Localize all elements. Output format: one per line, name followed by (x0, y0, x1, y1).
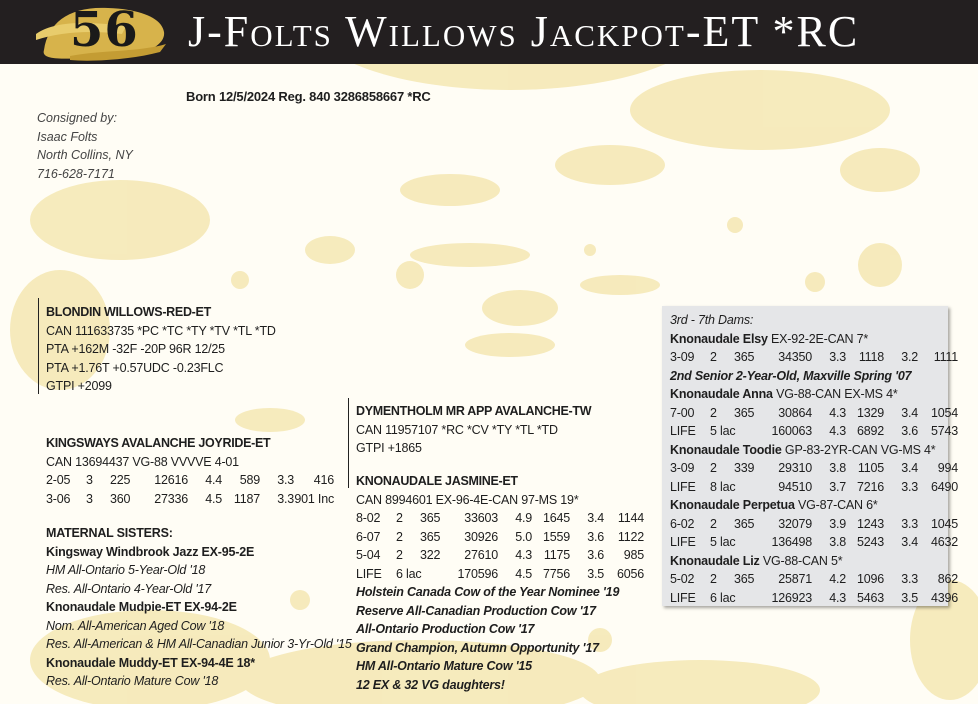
record-cell: 2 (710, 405, 717, 420)
dam-entry-heading (670, 552, 958, 571)
granddam-registration: CAN 8994601 EX-96-4E-CAN 97-MS 19* (356, 492, 579, 507)
record-cell: 4.5 (515, 566, 532, 581)
record-cell: 3.5 (901, 590, 918, 605)
record-cell: 416 (313, 473, 334, 487)
record-cell: 126923 (771, 590, 812, 605)
sister-note: Res. All-Ontario 4-Year-Old '17 (46, 581, 212, 596)
record-cell (414, 565, 448, 584)
record-cell: 2 (710, 461, 717, 475)
record-cell: 5 lac (710, 424, 736, 438)
production-record-row (670, 459, 958, 478)
record-cell: 7756 (542, 566, 570, 581)
record-cell: 3.2 (901, 350, 918, 364)
record-cell: 1054 (930, 405, 958, 420)
record-cell: 1175 (543, 548, 570, 562)
honor-line: All-Ontario Production Cow '17 (356, 622, 535, 636)
record-cell: 1144 (617, 511, 644, 525)
sister-note: HM All-Ontario 5-Year-Old '18 (46, 563, 206, 577)
dam-entry-classification: VG-88-CAN EX-MS 4* (772, 387, 898, 401)
record-cell: LIFE (670, 535, 696, 549)
record-cell: 94510 (778, 479, 812, 494)
dams-box-heading: 3rd - 7th Dams: (670, 313, 754, 327)
sister-note: Res. All-Ontario Mature Cow '18 (46, 674, 219, 688)
record-cell: 6056 (616, 566, 644, 581)
record-cell: 994 (937, 461, 958, 475)
record-cell: 4396 (930, 590, 958, 605)
record-cell: 4632 (930, 535, 958, 549)
record-cell: 3-09 (670, 461, 695, 475)
record-cell: 8 lac (710, 479, 736, 494)
dam-name: KINGSWAYS AVALANCHE JOYRIDE-ET (46, 436, 271, 450)
lot-number: 56 (70, 2, 139, 58)
record-cell: 2-05 (46, 473, 71, 487)
record-cell (728, 589, 762, 608)
honor-line: 12 EX & 32 VG daughters! (356, 677, 505, 692)
sire-name: BLONDIN WILLOWS-RED-ET (46, 305, 211, 319)
record-cell: 3 (86, 491, 93, 506)
record-cell: 365 (734, 516, 755, 531)
record-cell: 1329 (856, 405, 884, 420)
record-cell: 7216 (856, 479, 884, 494)
record-cell: 365 (734, 405, 755, 420)
record-cell: 5 lac (710, 535, 736, 549)
record-cell: 6-02 (670, 516, 695, 531)
record-cell: 30864 (778, 405, 812, 420)
record-cell: 3.4 (901, 535, 918, 549)
record-cell: 3-06 (46, 491, 71, 506)
record-cell: 1559 (542, 529, 570, 544)
record-cell: 3.8 (829, 461, 846, 475)
consignor-location: North Collins, NY (37, 148, 133, 162)
record-cell: LIFE (670, 479, 696, 494)
dam-entry-classification: VG-87-CAN 6* (794, 498, 878, 512)
record-cell: 1187 (233, 491, 260, 506)
record-cell: 365 (420, 529, 441, 544)
sire-pta-2: PTA +1.76T +0.57UDC -0.23FLC (46, 360, 224, 375)
record-cell: 6 lac (396, 566, 422, 581)
consignor-phone: 716-628-7171 (37, 166, 115, 181)
record-cell: 1645 (542, 511, 570, 525)
dam-entry-classification: GP-83-2YR-CAN VG-MS 4* (781, 442, 936, 457)
record-cell: 985 (623, 548, 644, 562)
consignor-name: Isaac Folts (37, 129, 98, 144)
dam-info (46, 434, 334, 508)
born-registration-line: Born 12/5/2024 Reg. 840 3286858667 *RC (186, 89, 431, 104)
sire-info (46, 303, 276, 396)
consigned-by-label: Consigned by: (37, 111, 117, 125)
maternal-grandsire-info (356, 402, 591, 458)
dam-entry-name: Knonaudale Perpetua (670, 498, 795, 512)
record-cell (728, 422, 762, 441)
record-cell: 3.4 (587, 511, 604, 525)
record-cell: 2 (396, 511, 403, 525)
record-cell: 2 (710, 350, 717, 364)
record-cell: LIFE (670, 424, 696, 438)
record-cell: 1111 (933, 350, 958, 364)
record-cell: 3.3 (277, 473, 294, 487)
record-cell: 6892 (856, 424, 884, 438)
header-bar (0, 0, 978, 64)
record-cell: 1045 (930, 516, 958, 531)
record-cell: 3.3 (901, 572, 918, 586)
record-cell: 3.6 (587, 529, 604, 544)
record-cell: 3.3 (829, 350, 846, 364)
record-cell: 30926 (464, 529, 498, 544)
production-record-row (670, 570, 958, 589)
record-cell: 3.3 (901, 479, 918, 494)
record-cell: 4.3 (515, 548, 532, 562)
record-cell: 8-02 (356, 511, 381, 525)
production-record-row (670, 422, 958, 441)
record-cell: 339 (734, 461, 755, 475)
record-cell: 33603 (464, 511, 498, 525)
record-cell (728, 533, 762, 552)
record-cell: 3.3 (277, 491, 294, 506)
record-cell: 225 (110, 473, 131, 487)
sister-name: Knonaudale Muddy-ET EX-94-4E 18* (46, 655, 255, 670)
record-cell: 5-04 (356, 548, 381, 562)
record-cell: 360 (110, 491, 131, 506)
production-record-row (46, 471, 334, 490)
dam-entry-classification: EX-92-2E-CAN 7* (767, 331, 869, 346)
record-cell: 6490 (930, 479, 958, 494)
granddam-records (356, 509, 644, 583)
record-cell: 29310 (778, 461, 812, 475)
record-cell: 1105 (857, 461, 884, 475)
record-cell: 170596 (457, 566, 498, 581)
production-record-row (46, 490, 334, 509)
consignor-info (37, 109, 133, 183)
record-cell: 2 (710, 516, 717, 531)
record-cell (728, 478, 762, 497)
granddam-name: KNONAUDALE JASMINE-ET (356, 474, 518, 488)
record-cell: 365 (734, 350, 755, 364)
record-cell: 2 (396, 529, 403, 544)
record-cell: 4.2 (829, 572, 846, 586)
record-cell: 136498 (771, 535, 812, 549)
production-record-row (356, 565, 644, 584)
record-cell: 27610 (464, 548, 498, 562)
record-cell: 3-09 (670, 350, 695, 364)
dams-box-content (670, 311, 958, 607)
record-cell: 5.0 (515, 529, 532, 544)
sire-pta-1: PTA +162M -32F -20P 96R 12/25 (46, 342, 225, 356)
record-cell: 4.3 (829, 424, 846, 438)
record-cell: LIFE (670, 590, 696, 605)
record-cell: 1122 (617, 529, 644, 544)
record-cell: 862 (937, 572, 958, 586)
record-cell: 6-07 (356, 529, 381, 544)
record-cell: 4.3 (829, 590, 846, 605)
record-cell: 3.9 (829, 516, 846, 531)
animal-name-title: J-Folts Willows Jackpot-ET *RC (188, 7, 860, 56)
record-cell: 4.4 (205, 473, 222, 487)
record-cell: 4.9 (515, 511, 532, 525)
production-record-row (356, 546, 644, 565)
sister-note: Res. All-American & HM All-Canadian Junior 3-Yr-Old '15 (46, 637, 352, 651)
pedigree-connector-line (348, 398, 349, 488)
record-cell: 589 (239, 473, 260, 487)
record-cell: 2 (710, 572, 717, 586)
production-record-row (670, 589, 958, 608)
production-record-row (670, 348, 958, 367)
mgs-registration: CAN 11957107 *RC *CV *TY *TL *TD (356, 422, 558, 437)
honor-line: Holstein Canada Cow of the Year Nominee '19 (356, 585, 620, 599)
record-cell: LIFE (356, 566, 382, 581)
dam-records (46, 471, 334, 508)
record-cell: 2 (396, 548, 403, 562)
record-cell: 3.4 (901, 461, 918, 475)
record-cell: 5463 (856, 590, 884, 605)
record-cell: 5-02 (670, 572, 695, 586)
dam-entry-heading (670, 496, 958, 515)
dam-entry-name: Knonaudale Toodie (670, 442, 782, 457)
dam-entry-name: Knonaudale Elsy (670, 331, 768, 346)
record-cell: 3.7 (829, 479, 846, 494)
record-cell: 3.8 (829, 535, 846, 549)
granddam-honors (356, 583, 644, 694)
dam-entry-heading (670, 330, 958, 349)
production-record-row (670, 404, 958, 423)
production-record-row (670, 478, 958, 497)
dams-box (662, 306, 958, 606)
record-cell: 160063 (771, 424, 812, 438)
record-cell: 1118 (858, 350, 884, 364)
record-cell: 3.3 (901, 516, 918, 531)
dam-registration: CAN 13694437 VG-88 VVVVE 4-01 (46, 454, 239, 469)
record-cell: 3.4 (901, 405, 918, 420)
production-record-row (356, 528, 644, 547)
record-cell: 12616 (154, 473, 188, 487)
record-cell: 32079 (778, 516, 812, 531)
record-cell: 25871 (778, 572, 812, 586)
mgs-gtpi: GTPI +1865 (356, 441, 422, 455)
record-cell: 7-00 (670, 405, 695, 420)
record-cell: 6 lac (710, 590, 736, 605)
dam-entry-name: Knonaudale Anna (670, 387, 773, 401)
dam-entry-classification: VG-88-CAN 5* (759, 553, 843, 568)
record-cell: 5243 (856, 535, 884, 549)
production-record-row (356, 509, 644, 528)
mgs-name: DYMENTHOLM MR APP AVALANCHE-TW (356, 404, 592, 418)
record-cell: 322 (420, 548, 441, 562)
dam-entry-heading (670, 385, 958, 404)
record-cell: 3.6 (587, 548, 604, 562)
lot-badge (30, 0, 170, 64)
production-record-row (670, 533, 958, 552)
maternal-sisters-list (46, 543, 352, 691)
record-cell: 1243 (856, 516, 884, 531)
record-cell: 5743 (930, 424, 958, 438)
maternal-sisters (46, 524, 352, 691)
record-cell: 1096 (856, 572, 884, 586)
dam-entry-note: 2nd Senior 2-Year-Old, Maxville Spring '07 (670, 368, 912, 383)
sister-name: Knonaudale Mudpie-ET EX-94-2E (46, 600, 237, 614)
granddam-info (356, 472, 644, 694)
record-cell: 3.6 (901, 424, 918, 438)
record-cell: 34350 (778, 350, 812, 364)
record-cell: 901 Inc (294, 491, 334, 506)
record-cell: 27336 (154, 491, 188, 506)
sister-name: Kingsway Windbrook Jazz EX-95-2E (46, 544, 255, 559)
honor-line: Reserve All-Canadian Production Cow '17 (356, 603, 596, 618)
production-record-row (670, 515, 958, 534)
dam-entry-name: Knonaudale Liz (670, 553, 760, 568)
record-cell: 365 (734, 572, 755, 586)
record-cell: 4.3 (829, 405, 846, 420)
sister-note: Nom. All-American Aged Cow '18 (46, 618, 225, 633)
maternal-sisters-heading: MATERNAL SISTERS: (46, 526, 173, 540)
dam-entry-heading (670, 441, 958, 460)
record-cell: 4.5 (205, 491, 222, 506)
record-cell: 3.5 (587, 566, 604, 581)
honor-line: HM All-Ontario Mature Cow '15 (356, 659, 532, 673)
record-cell: 365 (420, 511, 441, 525)
record-cell: 3 (86, 473, 93, 487)
dams-list (670, 330, 958, 608)
sire-gtpi: GTPI +2099 (46, 379, 112, 393)
honor-line: Grand Champion, Autumn Opportunity '17 (356, 640, 599, 655)
sire-registration: CAN 111633735 *PC *TC *TY *TV *TL *TD (46, 323, 276, 338)
pedigree-connector-line (38, 298, 39, 394)
